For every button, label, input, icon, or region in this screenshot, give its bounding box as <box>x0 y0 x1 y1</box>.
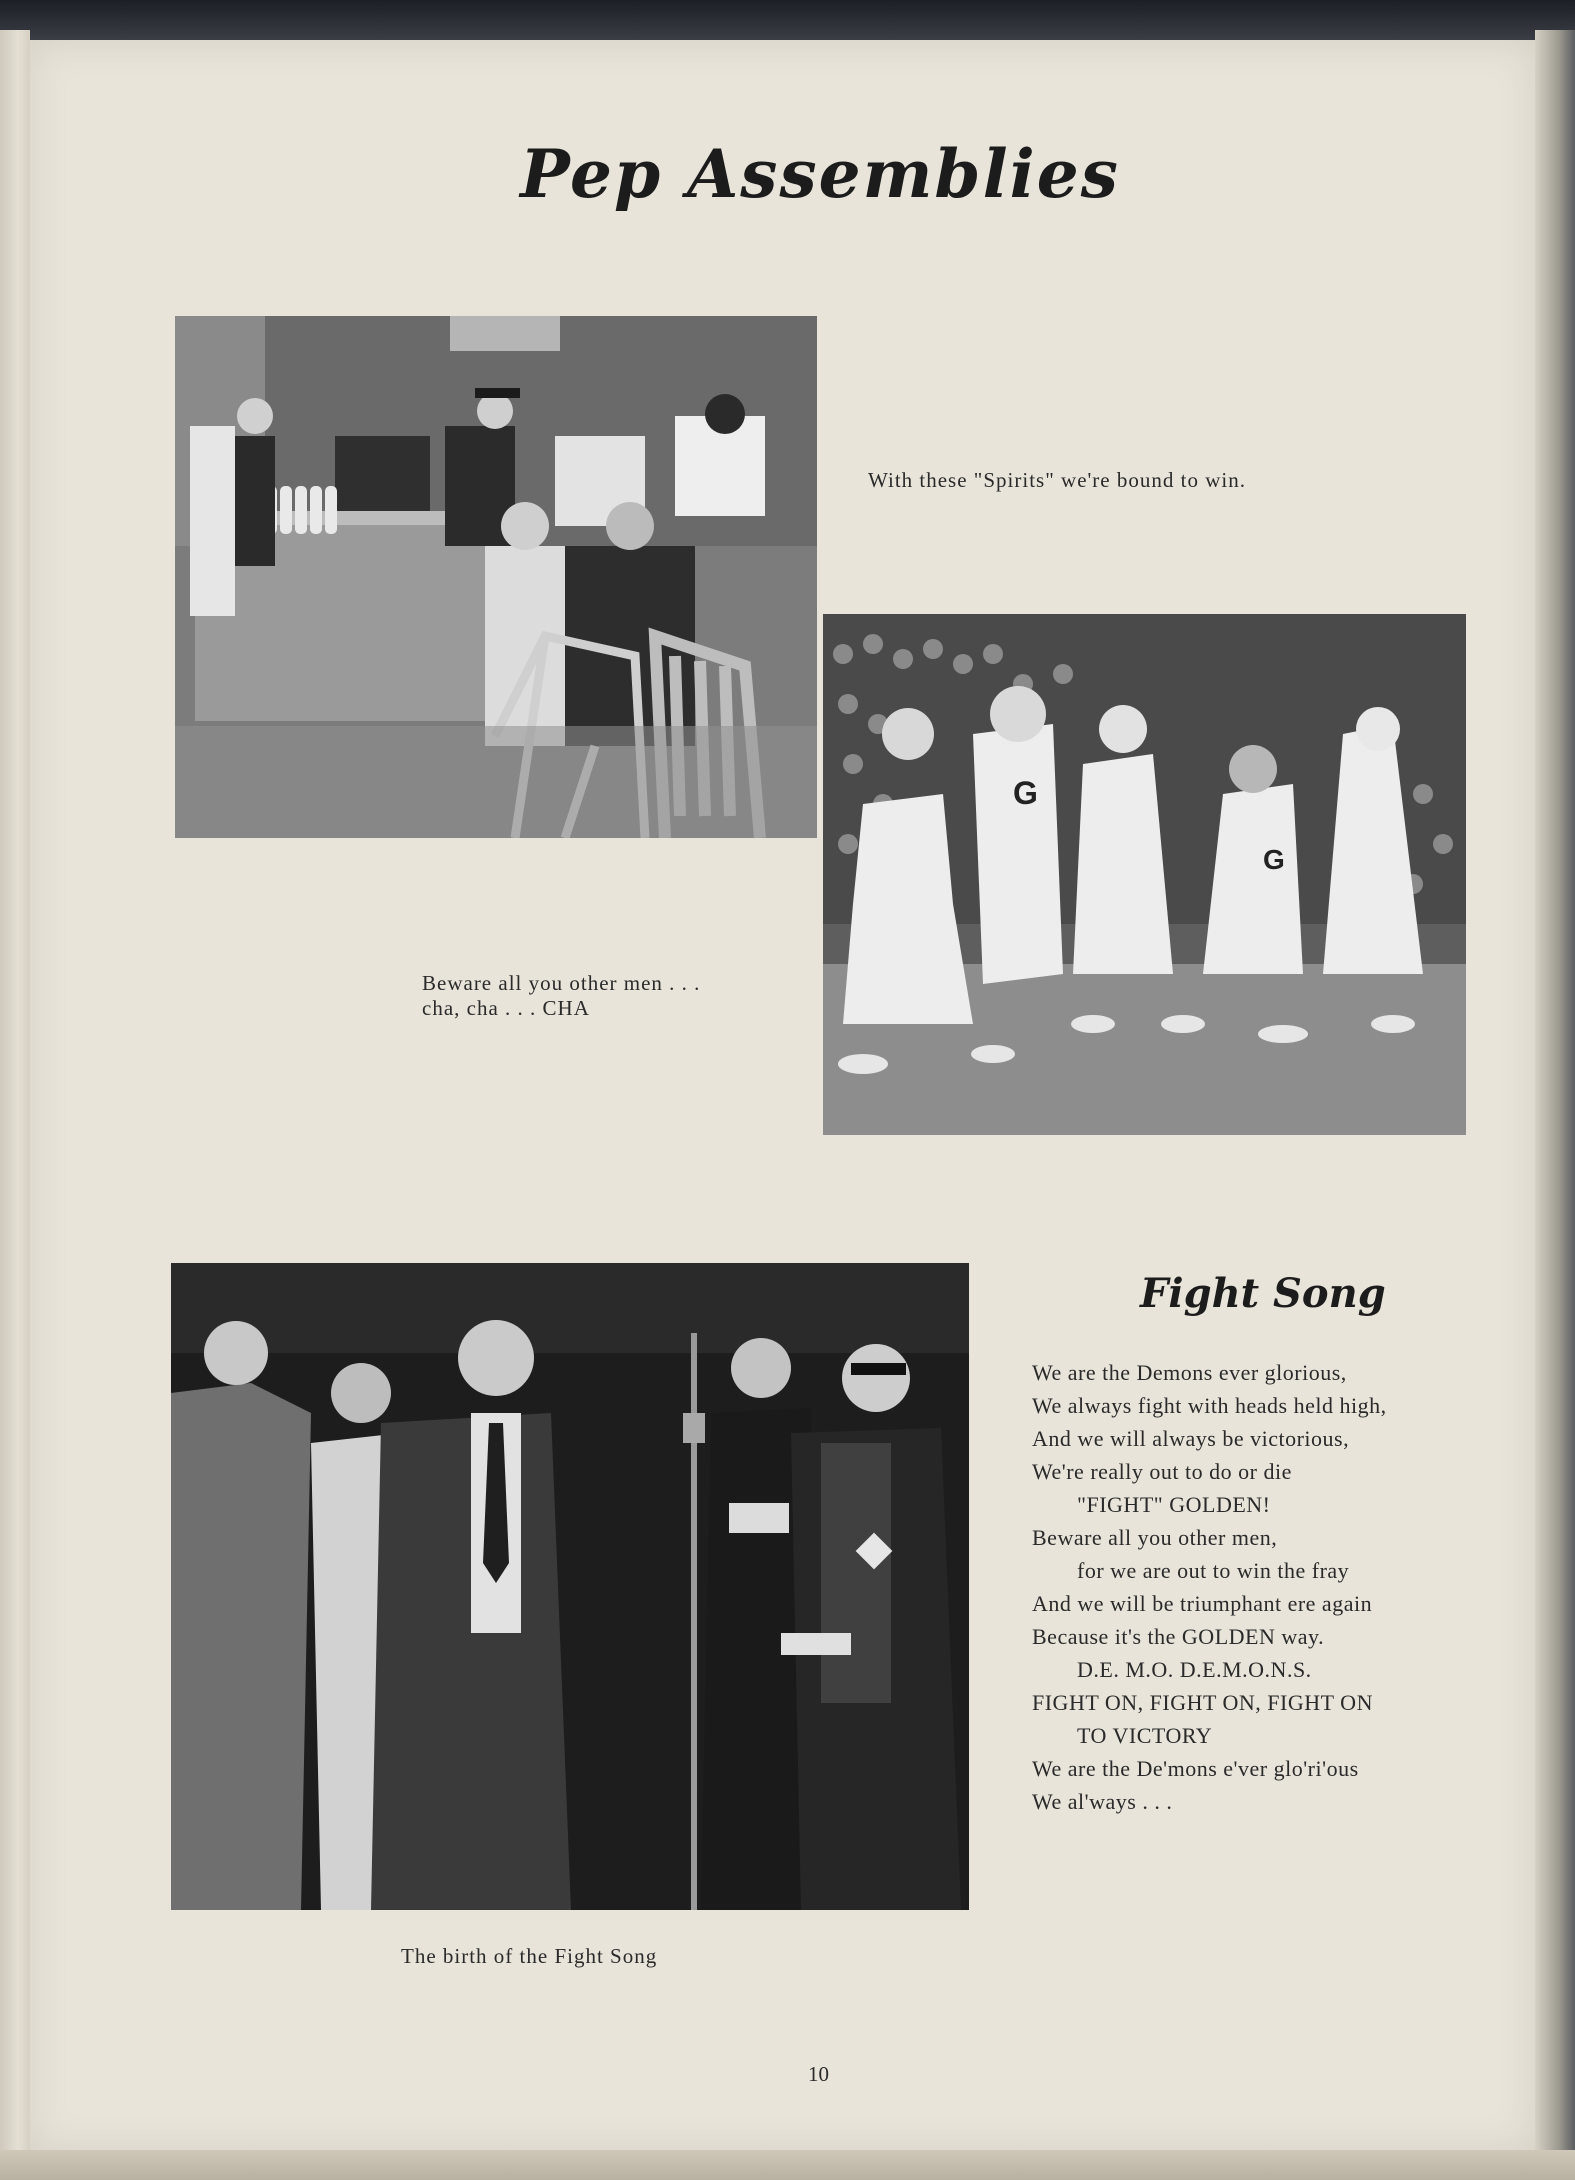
lyric-line: "FIGHT" GOLDEN! <box>1077 1492 1271 1517</box>
lyric-line: for we are out to win the fray <box>1077 1558 1350 1583</box>
photo-bowling-skit <box>175 316 817 838</box>
page-title: Pep Assemblies <box>520 135 1120 213</box>
photo-dancers <box>823 614 1466 1135</box>
shirt-letter-g: G <box>1013 775 1038 811</box>
caption-dancers-line-2: cha, cha . . . CHA <box>422 996 590 1021</box>
photo-singers <box>171 1263 969 1910</box>
page-binding-edge <box>0 30 30 2180</box>
scan-top-edge <box>0 0 1575 40</box>
lyric-line: We al'ways . . . <box>1032 1789 1173 1814</box>
caption-dancers-line-1: Beware all you other men . . . <box>422 971 701 995</box>
fight-song-title: Fight Song <box>1140 1270 1386 1317</box>
shirt-letter-g-2: G <box>1263 844 1285 875</box>
lyric-line: Because it's the GOLDEN way. <box>1032 1624 1325 1649</box>
lyric-line: Beware all you other men, <box>1032 1525 1278 1550</box>
caption-singers: The birth of the Fight Song <box>401 1944 658 1968</box>
lyric-line: And we will always be victorious, <box>1032 1426 1350 1451</box>
lyric-line: We are the Demons ever glorious, <box>1032 1360 1347 1385</box>
page-right-edge <box>1535 30 1575 2180</box>
lyric-line: TO VICTORY <box>1077 1723 1213 1748</box>
caption-dancers <box>422 971 700 1021</box>
fight-song-lyrics <box>1032 1356 1502 1818</box>
page-number: 10 <box>808 2062 829 2086</box>
lyric-line: We always fight with heads held high, <box>1032 1393 1387 1418</box>
lyric-line: FIGHT ON, FIGHT ON, FIGHT ON <box>1032 1690 1373 1715</box>
lyric-line: D.E. M.O. D.E.M.O.N.S. <box>1077 1657 1312 1682</box>
lyric-line: And we will be triumphant ere again <box>1032 1591 1373 1616</box>
lyric-line: We're really out to do or die <box>1032 1459 1292 1484</box>
page-bottom-edge <box>0 2150 1575 2180</box>
caption-bowling-skit: With these "Spirits" we're bound to win. <box>868 468 1246 492</box>
lyric-line: We are the De'mons e'ver glo'ri'ous <box>1032 1756 1359 1781</box>
